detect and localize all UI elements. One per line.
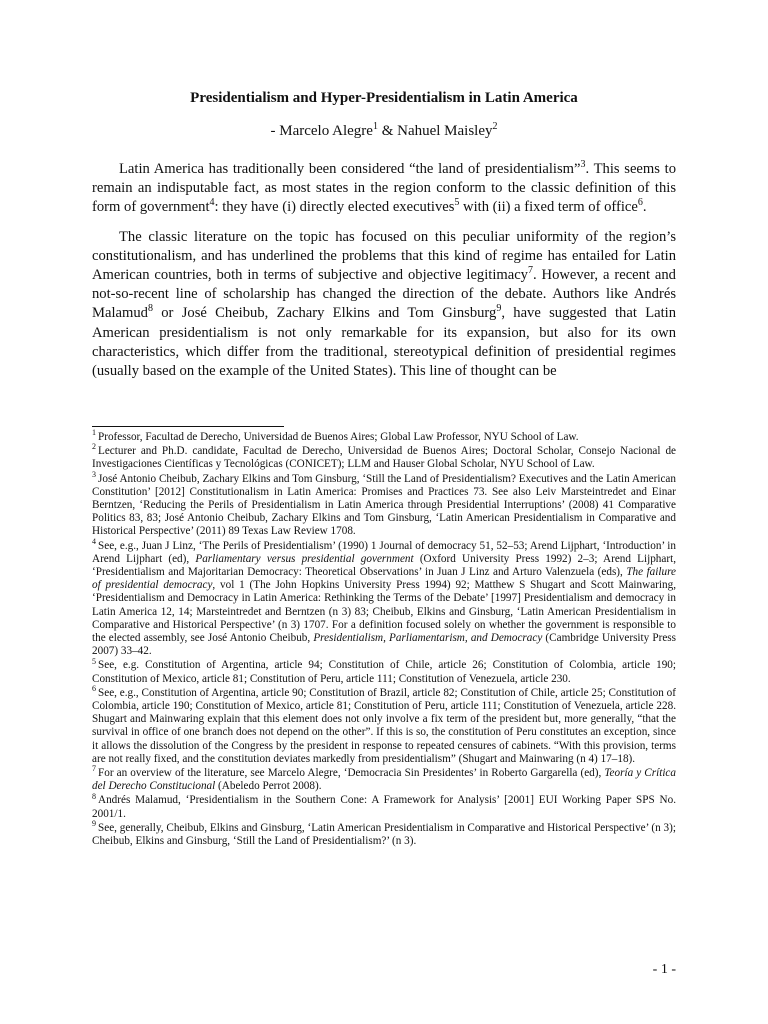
footnote-6: $^6$ See, e.g., Constitution of Argentina, article 90; Constitution of Brazil, article 82; Constitution of Chile, article 25; Constitution of Colombia, article 190; Constitution of Mexico, article 81; Constitution of Peru, article 111; Constitution of Venezuela, article 228. Shugart and Mainwaring explain that this element does not only involve a fix term of the president but, more generally, “that the survival in office of one branch does not depend on the other”. If this is so, the constitution of Peru constitutes an exception, since it allows the dissolution of the Congress by the president in response to repeated censures of cabinets. “With this provision, terms are not really fixed, and the constitution deviates markedly from presidentialism” (Shugart and Mainwaring (n 4) 17–18). bbox=[92, 684, 676, 765]
footnote-ref-3[interactable]: 3 bbox=[580, 159, 586, 171]
paragraph-2: The classic literature on the topic has focused on this peculiar uniformity of the region’s constitutionalism, and has underlined the problems that this kind of regime has entailed for Latin American countries, both in terms of subjective and objective legitimacy$^7$. However, a recent and not-so-recent line of scholarship has changed the direction of the debate. Authors like Andrés Malamud$^8$ or José Cheibub, Zachary Elkins and Tom Ginsburg$^9$, have suggested that Latin American presidentialism is not only remarkable for its expansion, but also for its own characteristics, which differ from the traditional, stereotypical definition of presidential regimes (usually based on the example of the United States). This line of thought can be bbox=[92, 228, 676, 380]
footnote-ref-8[interactable]: 8 bbox=[147, 303, 153, 315]
footnote-7: $^7$ For an overview of the literature, see Marcelo Alegre, ‘Democracia Sin Presidentes’ in Roberto Gargarella (ed), Teoría y Crítica del Derecho Constitucional (Abeledo Perrot 2008). bbox=[92, 764, 676, 793]
paper-title: Presidentialism and Hyper-Presidentialism in Latin America bbox=[190, 90, 578, 106]
footnote-ref-5[interactable]: 5 bbox=[454, 197, 460, 209]
footnote-2: $^2$ Lecturer and Ph.D. candidate, Facultad de Derecho, Universidad de Buenos Aires; Doctoral Scholar, Consejo Nacional de Investigaciones Científicas y Tecnológicas (CONICET); LLM and Hauser Global Scholar, NYU School of Law. bbox=[92, 442, 676, 471]
author-alegre: - Marcelo Alegre bbox=[270, 123, 373, 139]
footnote-3: $^3$ José Antonio Cheibub, Zachary Elkins and Tom Ginsburg, ‘Still the Land of Presidentialism? Executives and the Latin American Constitution’ [2012] Constitutionalism in Latin America: Promises and Practices 73. See also Leiv Marsteintredet and Einar Berntzen, ‘Reducing the Perils of Presidentialism in Latin America through Presidential Interruptions’ (2008) 41 Comparative Politics 83, 83; José Antonio Cheibub, Zachary Elkins and Tom Ginsburg, ‘Latin American Presidentialism in Comparative and Historical Perspective’ (2011) 89 Texas Law Review 1708. bbox=[92, 469, 676, 538]
body-text bbox=[92, 160, 676, 391]
footnote-ref-6[interactable]: 6 bbox=[637, 197, 643, 209]
footnote-9: $^9$ See, generally, Cheibub, Elkins and Ginsburg, ‘Latin American Presidentialism in Comparative and Historical Perspective’ (n 3); Cheibub, Elkins and Ginsburg, ‘Still the Land of Presidentialism?’ (n 3). bbox=[92, 819, 676, 848]
footnote-8: $^8$ Andrés Malamud, ‘Presidentialism in the Southern Cone: A Framework for Analysis’ [2001] EUI Working Paper SPS No. 2001/1. bbox=[92, 791, 676, 820]
footnote-4: $^4$ See, e.g., Juan J Linz, ‘The Perils of Presidentialism’ (1990) 1 Journal of democracy 51, 52–53; Arend Lijphart, ‘Introduction’ in Arend Lijphart (ed), Parliamentary versus presidential government (Oxford University Press 1992) 2–3; Arend Lijphart, ‘Presidentialism and Majoritarian Democracy: Theoretical Observations’ in Juan J Linz and Arturo Valenzuela (eds), The failure of presidential democracy, vol 1 (The John Hopkins University Press 1994) 92; Matthew S Shugart and Scott Mainwaring, ‘Presidentialism and Democracy in Latin America: Rethinking the Terms of the Debate’ [1997] Presidentialism and democracy in Latin America 12, 14; Marsteintredet and Berntzen (n 3) 83; Cheibub, Elkins and Ginsburg, ‘Latin American Presidentialism in Comparative and Historical Perspective’ (n 3) 1707. For a definition focused solely on whether the government is responsible to the elected assembly, see José Antonio Cheibub, Presidentialism, Parliamentarism, and Democracy (Cambridge University Press 2007) 33–42. bbox=[92, 536, 676, 658]
paragraph-1: Latin America has traditionally been considered “the land of presidentialism”$^3$. This seems to remain an indisputable fact, as most states in the region conform to the classic definition of this form of government$^4$: they have (i) directly elected executives$^5$ with (ii) a fixed term of office$^6$. bbox=[92, 159, 677, 216]
footnote-ref-2[interactable]: 2 bbox=[492, 121, 498, 132]
author-line bbox=[92, 121, 676, 141]
footnote-1: $^1$ Professor, Facultad de Derecho, Universidad de Buenos Aires; Global Law Professor, NYU School of Law. bbox=[92, 428, 579, 443]
footnote-separator bbox=[92, 426, 284, 427]
footnotes bbox=[92, 428, 676, 849]
footnote-5: $^5$ See, e.g. Constitution of Argentina, article 94; Constitution of Chile, article 26; Constitution of Colombia, article 190; Constitution of Mexico, article 81; Constitution of Peru, article 111; Constitution of Venezuela, article 230. bbox=[92, 656, 676, 685]
footnote-ref-1[interactable]: 1 bbox=[372, 121, 378, 132]
author-maisley: & Nahuel Maisley bbox=[377, 123, 493, 139]
footnote-ref-9[interactable]: 9 bbox=[496, 303, 502, 315]
footnote-ref-7[interactable]: 7 bbox=[527, 265, 533, 277]
document-page bbox=[92, 0, 676, 1024]
footnote-ref-4[interactable]: 4 bbox=[209, 197, 215, 209]
page-number: - 1 - bbox=[652, 962, 676, 977]
